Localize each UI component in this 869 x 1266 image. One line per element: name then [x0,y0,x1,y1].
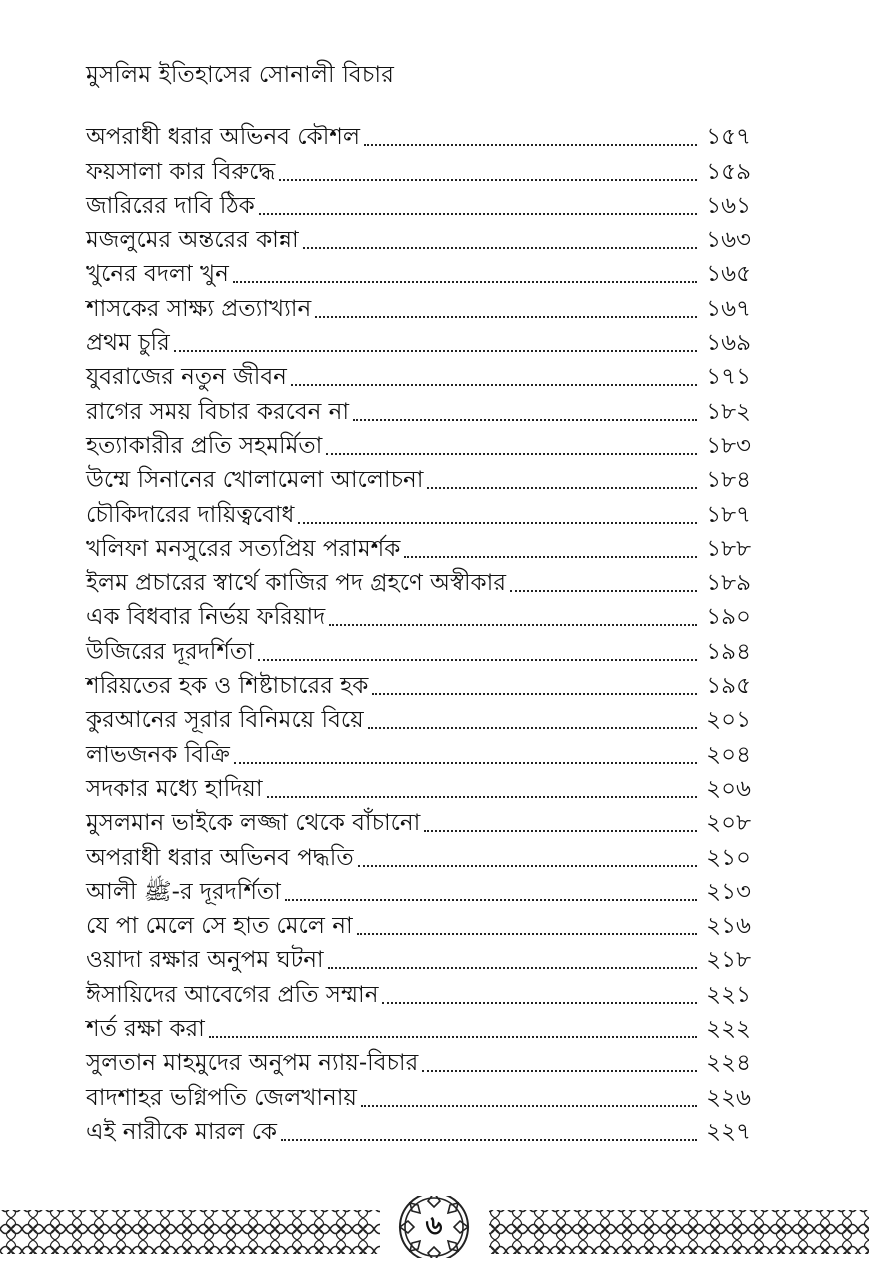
toc-entry-page: ১৯০ [706,604,751,631]
toc-entry-page: ২০৪ [706,741,751,768]
toc-entry-title: যুবরাজের নতুন জীবন [86,364,287,391]
toc-entry-page: ১৭১ [706,364,751,391]
toc-entry-page: ১৮২ [706,398,751,425]
toc-entry-title: শাসকের সাক্ষ্য প্রত্যাখ্যান [86,295,312,322]
toc-entry-page: ২১৬ [706,913,751,940]
toc-entry [86,255,751,289]
toc-entry-title: চৌকিদারের দায়িত্ববোধ [86,501,295,528]
toc-entry-page: ১৬১ [706,192,751,219]
toc-entry-title: সদকার মধ্যে হাদিয়া [86,775,263,802]
toc-entry [86,221,751,255]
toc-entry-title: অপরাধী ধরার অভিনব পদ্ধতি [86,844,354,871]
toc-entry-page: ২২৭ [706,1118,751,1145]
toc-entry [86,461,751,495]
dot-leader [174,350,697,352]
toc-entry-title: মুসলমান ভাইকে লজ্জা থেকে বাঁচানো [86,810,421,837]
toc-entry [86,495,751,529]
toc-entry [86,358,751,392]
dot-leader [234,762,697,764]
dot-leader [285,899,697,901]
page-number: ৬ [417,1210,451,1244]
toc-entry-page: ২০৬ [706,775,751,802]
toc-entry-page: ১৯৫ [706,673,751,700]
toc-entry-title: শর্ত রক্ষা করা [86,1016,205,1043]
toc-entry-title: খুনের বদলা খুন [86,261,229,288]
toc-entry [86,289,751,323]
dot-leader [361,1105,697,1107]
toc-entry [86,118,751,152]
toc-entry-page: ১৬৯ [706,330,751,357]
dot-leader [315,316,697,318]
toc-entry-page: ২১৩ [706,878,751,905]
toc-entry-title: খলিফা মনসুরের সত্যপ্রিয় পরামর্শক [86,535,401,562]
running-header: মুসলিম ইতিহাসের সোনালী বিচার [86,62,395,88]
toc-entry [86,1010,751,1044]
table-of-contents [86,118,751,1147]
toc-entry [86,1078,751,1112]
dot-leader [233,281,697,283]
toc-entry [86,152,751,186]
dot-leader [326,453,697,455]
toc-entry [86,324,751,358]
toc-entry-title: উম্মে সিনানের খোলামেলা আলোচনা [86,467,424,494]
toc-entry-page: ২০১ [706,707,751,734]
toc-entry-page: ২১০ [706,844,751,871]
toc-entry [86,941,751,975]
toc-entry-title: উজিরের দূরদর্শিতা [86,638,254,665]
dot-leader [259,213,697,215]
toc-entry-page: ২২১ [706,981,751,1008]
toc-entry-page: ১৬৭ [706,295,751,322]
dot-leader [382,1002,697,1004]
toc-entry [86,701,751,735]
dot-leader [209,1036,697,1038]
toc-entry-title: ইলম প্রচারের স্বার্থে কাজির পদ গ্রহণে অস্বীকার [86,570,506,597]
toc-entry-title: হত্যাকারীর প্রতি সহমর্মিতা [86,432,323,459]
dot-leader [422,1070,697,1072]
toc-entry-page: ১৬৩ [706,227,751,254]
toc-entry-title: লাভজনক বিক্রি [86,741,230,768]
toc-entry-title: ফয়সালা কার বিরুদ্ধে [86,158,276,185]
dot-leader [267,796,697,798]
toc-entry-page: ২২৬ [706,1084,751,1111]
toc-entry-title: রাগের সময় বিচার করবেন না [86,398,350,425]
toc-entry-page: ১৫৯ [706,158,751,185]
toc-entry-title: প্রথম চুরি [86,330,170,357]
toc-entry [86,667,751,701]
toc-entry [86,838,751,872]
toc-entry [86,392,751,426]
toc-entry [86,632,751,666]
toc-entry-title: ঈসায়িদের আবেগের প্রতি সম্মান [86,981,379,1008]
toc-entry-page: ১৮৩ [706,432,751,459]
toc-entry-title: অপরাধী ধরার অভিনব কৌশল [86,124,361,151]
toc-entry [86,770,751,804]
toc-entry-page: ২০৮ [706,810,751,837]
toc-entry-page: ১৫৭ [706,124,751,151]
dot-leader [258,659,697,661]
toc-entry-title: জারিরের দাবি ঠিক [86,192,255,219]
toc-entry-page: ১৮৮ [706,535,751,562]
toc-entry [86,873,751,907]
toc-entry [86,804,751,838]
dot-leader [368,727,697,729]
dot-leader [353,419,697,421]
toc-entry [86,564,751,598]
dot-leader [329,624,697,626]
toc-entry [86,1113,751,1147]
dot-leader [357,933,697,935]
dot-leader [427,487,697,489]
toc-entry-title: শরিয়তের হক ও শিষ্টাচারের হক [86,673,369,700]
toc-entry [86,1044,751,1078]
toc-entry [86,735,751,769]
dot-leader [372,693,697,695]
toc-entry-page: ১৮৯ [706,570,751,597]
dot-leader [358,865,697,867]
toc-entry-title: বাদশাহর ভগ্নিপতি জেলখানায় [86,1084,357,1111]
toc-entry [86,907,751,941]
toc-entry-page: ২১৮ [706,947,751,974]
dot-leader [291,384,697,386]
dot-leader [281,1139,697,1141]
toc-entry-page: ২২৪ [706,1050,751,1077]
toc-entry-page: ১৮৪ [706,467,751,494]
toc-entry-title: এক বিধবার নির্ভয় ফরিয়াদ [86,604,326,631]
toc-entry-title: এই নারীকে মারল কে [86,1118,278,1145]
toc-entry-title: যে পা মেলে সে হাত মেলে না [86,913,353,940]
toc-entry-page: ১৬৫ [706,261,751,288]
toc-entry-title: মজলুমের অন্তরের কান্না [86,227,299,254]
toc-entry [86,598,751,632]
toc-entry-page: ১৮৭ [706,501,751,528]
toc-entry-title: আলী ﷺ-র দূরদর্শিতা [86,878,281,905]
toc-entry [86,187,751,221]
toc-entry [86,427,751,461]
dot-leader [424,830,697,832]
dot-leader [404,556,697,558]
dot-leader [303,247,697,249]
dot-leader [298,522,697,524]
dot-leader [510,590,697,592]
toc-entry-title: ওয়াদা রক্ষার অনুপম ঘটনা [86,947,324,974]
toc-entry-title: কুরআনের সূরার বিনিময়ে বিয়ে [86,707,364,734]
toc-entry-title: সুলতান মাহমুদের অনুপম ন্যায়-বিচার [86,1050,419,1077]
toc-entry-page: ২২২ [706,1016,751,1043]
toc-entry [86,530,751,564]
toc-entry [86,975,751,1009]
toc-entry-page: ১৯৪ [706,638,751,665]
dot-leader [364,144,697,146]
dot-leader [279,179,697,181]
dot-leader [328,967,697,969]
